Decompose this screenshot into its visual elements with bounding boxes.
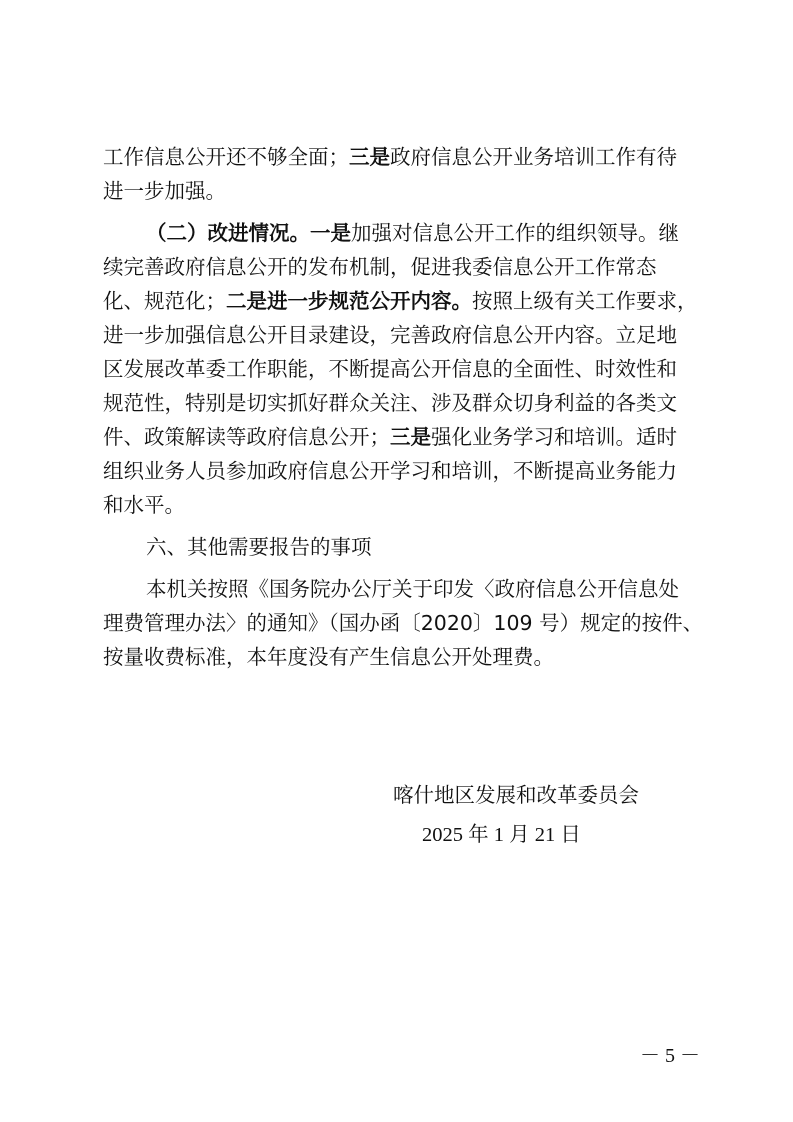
paragraph-line: 进一步加强信息公开目录建设，完善政府信息公开内容。立足地 — [103, 323, 677, 347]
paragraph-line: 按量收费标准，本年度没有产生信息公开处理费。 — [103, 645, 554, 669]
paragraph-line: 进一步加强。 — [103, 179, 226, 203]
bold-marker: 三是 — [349, 145, 390, 169]
paragraph-line: 理费管理办法〉的通知》（国办函〔2020〕109 号）规定的按件、 — [103, 611, 704, 635]
bold-marker: 三是 — [390, 425, 431, 449]
paragraph-line: 件、政策解读等政府信息公开；三是强化业务学习和培训。适时 — [103, 425, 677, 449]
section-title: 六、其他需要报告的事项 — [146, 535, 372, 559]
page-number: － 5 － — [640, 1045, 700, 1067]
paragraph-line: 工作信息公开还不够全面；三是政府信息公开业务培训工作有待 — [103, 145, 677, 169]
bold-marker: 一是 — [310, 221, 351, 245]
paragraph-line: 规范性，特别是切实抓好群众关注、涉及群众切身利益的各类文 — [103, 391, 677, 415]
paragraph-line: 和水平。 — [103, 493, 185, 517]
paragraph-line: 续完善政府信息公开的发布机制，促进我委信息公开工作常态 — [103, 255, 657, 279]
signature-date: 2025 年 1 月 21 日 — [422, 824, 581, 846]
bold-text: 进一步规范公开内容。 — [267, 289, 472, 313]
paragraph-line: 组织业务人员参加政府信息公开学习和培训，不断提高业务能力 — [103, 459, 677, 483]
paragraph-line: 本机关按照《国务院办公厅关于印发〈政府信息公开信息处 — [146, 577, 679, 601]
paragraph-line: 化、规范化；二是进一步规范公开内容。按照上级有关工作要求， — [103, 289, 698, 313]
paragraph-line: （二）改进情况。一是加强对信息公开工作的组织领导。继 — [146, 221, 679, 245]
signature-org: 喀什地区发展和改革委员会 — [393, 783, 639, 807]
bold-marker: 二是 — [226, 289, 267, 313]
paragraph-line: 区发展改革委工作职能，不断提高公开信息的全面性、时效性和 — [103, 357, 677, 381]
section-heading: （二）改进情况。 — [146, 221, 310, 245]
